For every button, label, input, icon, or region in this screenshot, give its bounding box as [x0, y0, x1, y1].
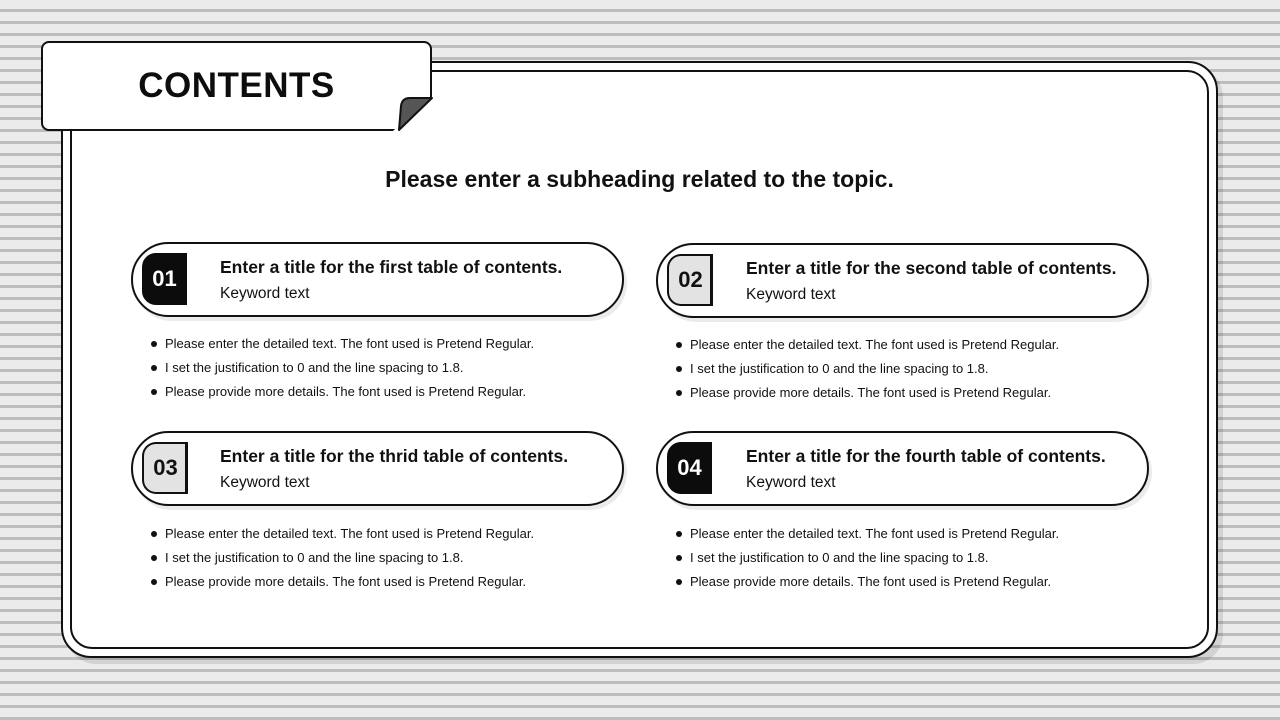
toc-item-02: [656, 243, 1149, 400]
toc-item-keyword: Keyword text: [746, 286, 836, 303]
toc-item-keyword: Keyword text: [220, 285, 310, 302]
toc-item-header: [656, 243, 1149, 318]
detail-bullet: Please provide more details. The font used is Pretend Regular.: [151, 380, 534, 404]
toc-item-title: Enter a title for the first table of contents.: [220, 257, 563, 277]
toc-item-details: [151, 522, 534, 594]
toc-item-04: [656, 431, 1149, 589]
detail-bullet: I set the justification to 0 and the line spacing to 1.8.: [151, 546, 534, 570]
detail-bullet: Please enter the detailed text. The font used is Pretend Regular.: [676, 333, 1059, 357]
toc-item-keyword: Keyword text: [746, 474, 836, 491]
subheading: Please enter a subheading related to the topic.: [385, 166, 894, 192]
detail-bullet: Please provide more details. The font used is Pretend Regular.: [151, 570, 534, 594]
detail-bullet: I set the justification to 0 and the line spacing to 1.8.: [676, 357, 1059, 381]
page-title: CONTENTS: [138, 66, 335, 105]
toc-item-title: Enter a title for the fourth table of contents.: [746, 446, 1106, 466]
toc-number-badge: 02: [667, 254, 712, 306]
toc-item-keyword: Keyword text: [220, 474, 310, 491]
toc-item-title: Enter a title for the thrid table of contents.: [220, 446, 569, 466]
toc-item-03: [131, 431, 624, 589]
detail-bullet: Please provide more details. The font used is Pretend Regular.: [676, 381, 1059, 405]
detail-bullet: Please provide more details. The font used is Pretend Regular.: [676, 570, 1059, 594]
toc-item-header: [131, 431, 624, 506]
detail-bullet: Please enter the detailed text. The font used is Pretend Regular.: [151, 522, 534, 546]
toc-number-badge: 01: [142, 253, 187, 305]
toc-number-badge: 03: [142, 442, 187, 494]
toc-item-header: [656, 431, 1149, 506]
detail-bullet: Please enter the detailed text. The font used is Pretend Regular.: [676, 522, 1059, 546]
toc-item-header: [131, 242, 624, 317]
toc-item-01: [131, 242, 624, 399]
toc-item-title: Enter a title for the second table of contents.: [746, 258, 1117, 278]
detail-bullet: I set the justification to 0 and the line spacing to 1.8.: [151, 356, 534, 380]
detail-bullet: Please enter the detailed text. The font used is Pretend Regular.: [151, 332, 534, 356]
toc-item-details: [676, 333, 1059, 405]
toc-item-details: [676, 522, 1059, 594]
toc-item-details: [151, 332, 534, 404]
toc-number-badge: 04: [667, 442, 712, 494]
badge-divider: [185, 442, 188, 494]
badge-divider: [710, 254, 713, 306]
detail-bullet: I set the justification to 0 and the line spacing to 1.8.: [676, 546, 1059, 570]
